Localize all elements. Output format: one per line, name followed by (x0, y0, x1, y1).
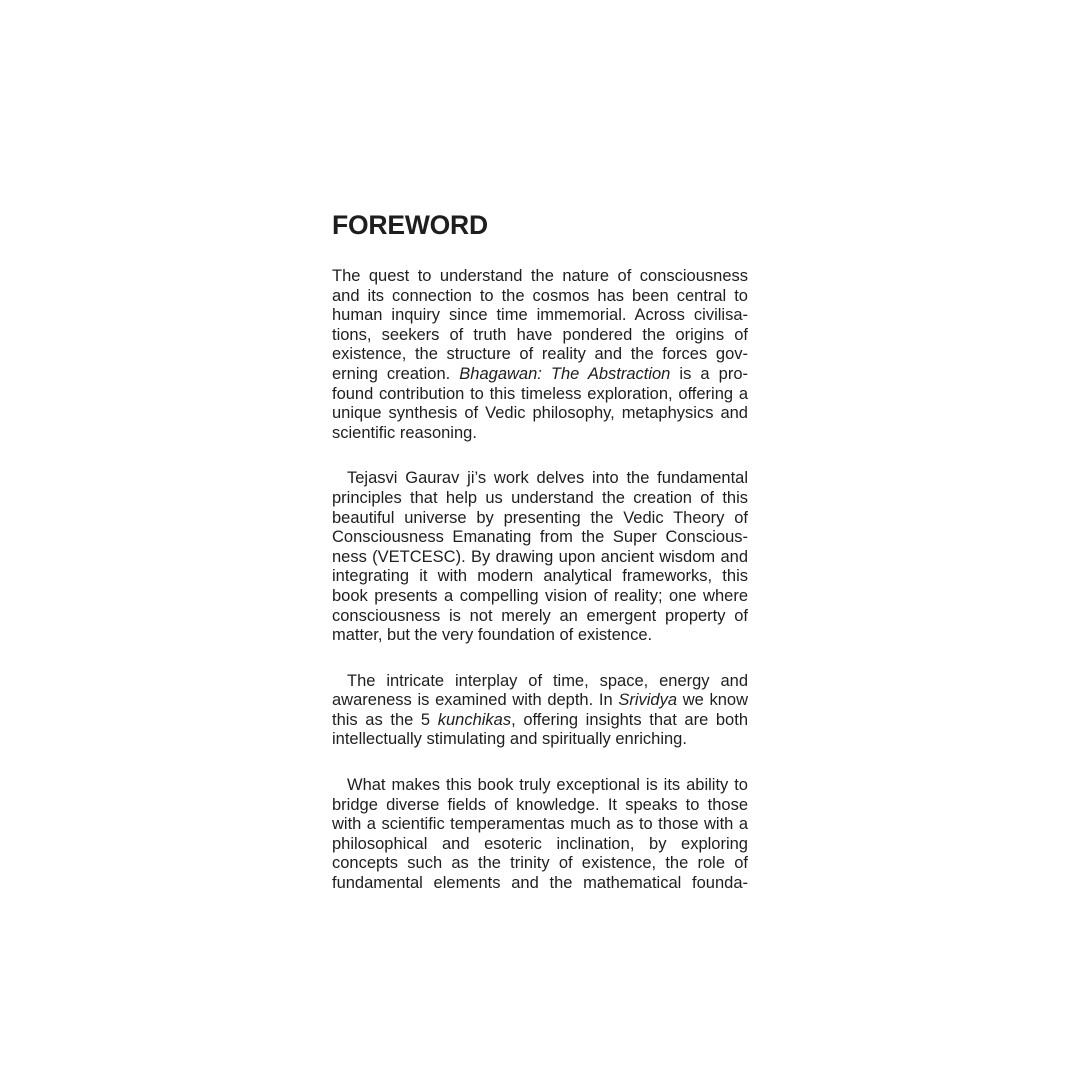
paragraph-1-text: The quest to understand the nature of consciousness and its connection to the cosmos has been central to human inquiry since time immemorial. Across civilisations, seekers of truth have pondered the origins of existence, the structure of reality and the forces governing creation. (332, 267, 748, 383)
book-title-italic: Bhagawan: The Abstraction (459, 364, 671, 383)
paragraph-1 (332, 267, 748, 443)
kunchikas-italic: kunchikas (437, 710, 512, 729)
srividya-italic: Srividya (618, 691, 678, 710)
paragraph-2-text: Tejasvi Gaurav ji’s work delves into the fundamental principles that help us understand the creation of this beautiful universe by presenting the Vedic Theory of Consciousness Emanating from the Super Consciousness (VETCESC). By drawing upon ancient wisdom and integrating it with modern analytical frameworks, this book presents a compelling vision of reality; one where consciousness is not merely an emergent property of matter, but the very foundation of existence. (332, 469, 748, 645)
paragraph-3-text-mid: we know this as the 5 (332, 691, 748, 729)
paragraph-3-text: The intricate interplay of time, space, energy and awareness is examined with depth. In (332, 671, 748, 710)
paragraph-2 (332, 469, 748, 645)
paragraph-4-text: What makes this book truly exceptional is its ability to bridge diverse fields of knowledge. It speaks to those with a scientific temperamentas much as to those with a philosophical and esoteric inclination, by exploring concepts such as the trinity of existence, the role of fundamental elements and the mathematical founda- (332, 776, 748, 893)
paragraph-3-text-end: , offering insights that are both intellectually stimulating and spiritually enriching. (332, 710, 748, 749)
paragraph-1-text-continued: is a profound contribution to this timeless exploration, offering a unique synthesis of Vedic philosophy, metaphysics and scientific reasoning. (332, 364, 748, 442)
page-title: FOREWORD (332, 210, 488, 240)
text-column (332, 208, 748, 894)
paragraph-3 (332, 672, 748, 750)
paragraph-4 (332, 776, 748, 894)
